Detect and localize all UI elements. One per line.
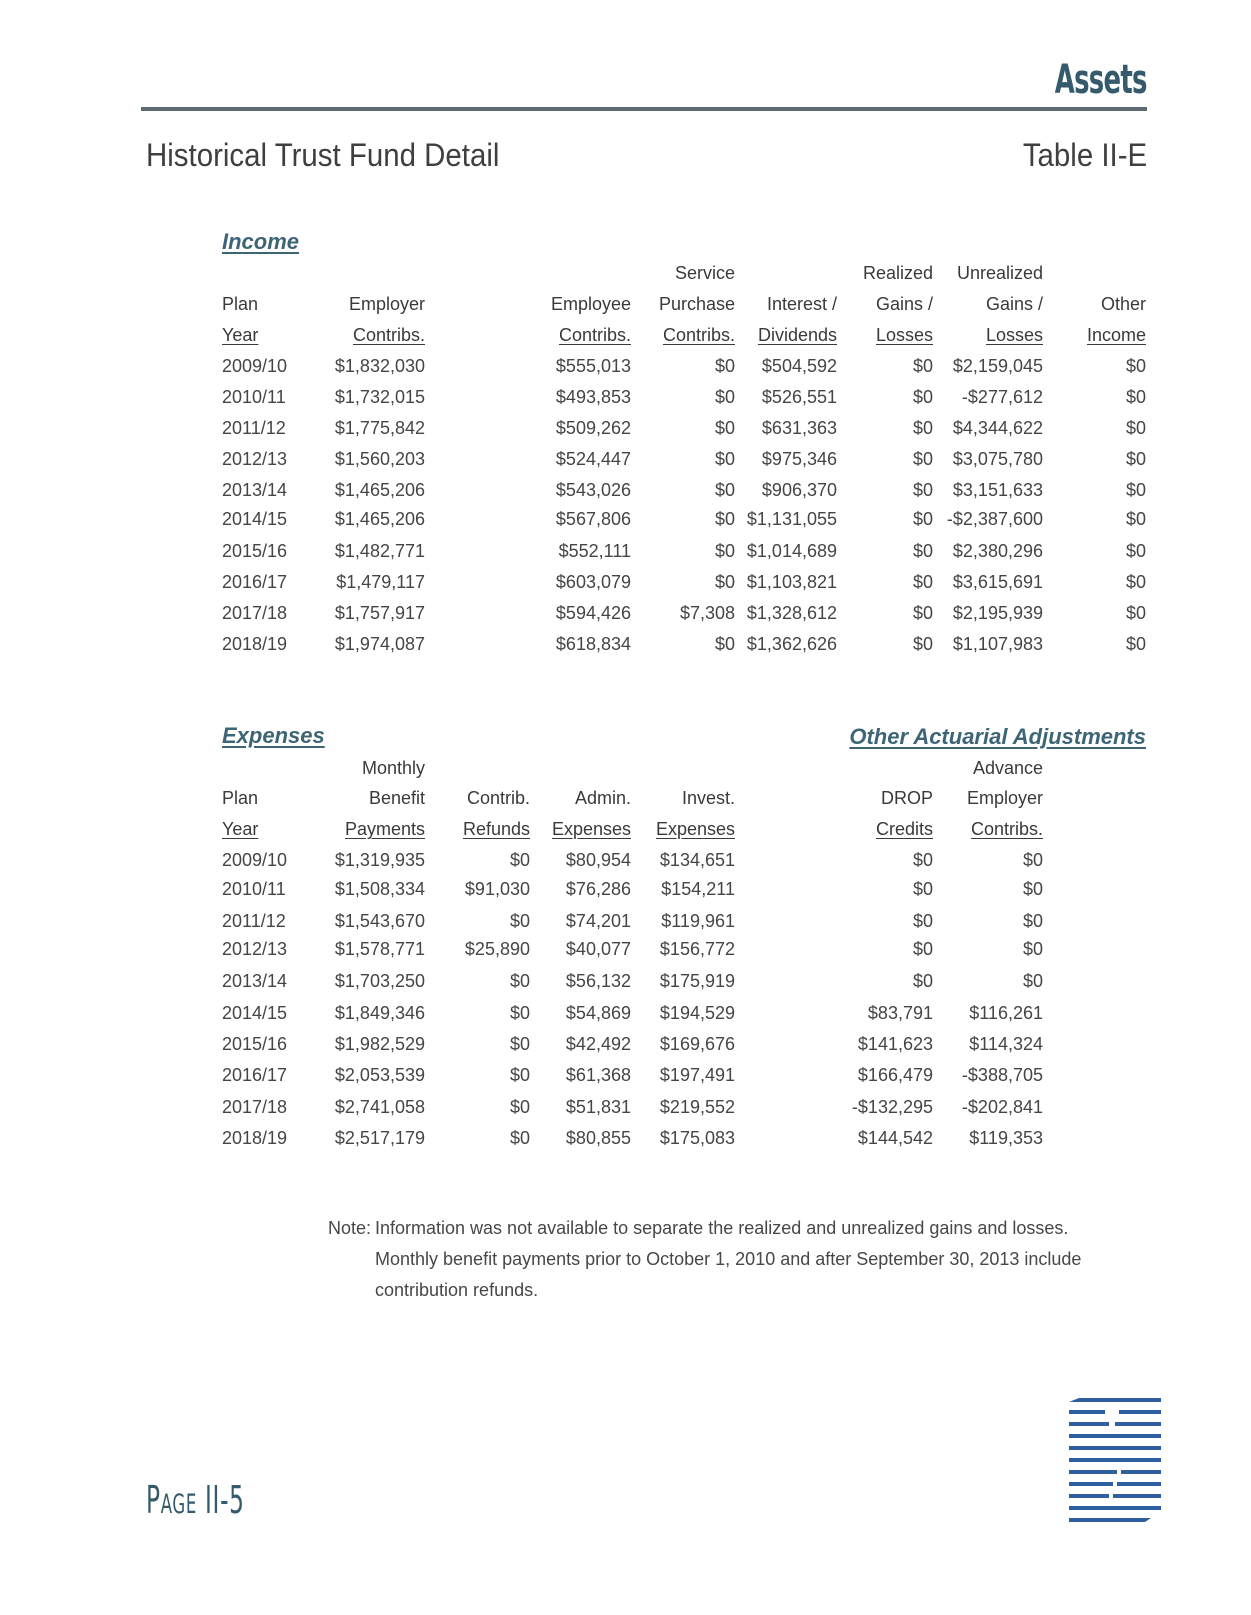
expenses-table-cell: $144,542 — [857, 1128, 933, 1148]
income-header-cell: Losses — [875, 325, 933, 345]
adjustments-label: Other Actuarial Adjustments — [849, 724, 1146, 749]
income-table-cell: $555,013 — [555, 356, 631, 376]
income-table-cell: $1,757,917 — [334, 603, 425, 623]
income-table-cell: $0 — [912, 480, 933, 500]
expenses-table-cell: $0 — [509, 971, 530, 991]
expenses-header-cell: Expenses — [551, 819, 631, 839]
expenses-header-cell: DROP — [880, 788, 933, 808]
expenses-table-cell: $114,324 — [969, 1034, 1043, 1054]
expenses-header-cell: Year — [222, 819, 259, 839]
expenses-table-cell: $2,741,058 — [334, 1097, 425, 1117]
income-table-cell: $504,592 — [761, 356, 837, 376]
expenses-table-cell: $0 — [509, 1065, 530, 1085]
income-table-cell: $3,075,780 — [952, 449, 1043, 469]
income-table-cell: $0 — [912, 541, 933, 561]
income-table-cell: $493,853 — [555, 387, 631, 407]
income-table-cell: $0 — [912, 356, 933, 376]
expenses-header-cell: Advance — [972, 758, 1043, 778]
income-header-cell: Unrealized — [956, 263, 1043, 283]
expenses-table-cell: $119,353 — [969, 1128, 1043, 1148]
page-number: Page II-5 — [146, 1478, 245, 1522]
income-table-cell: $0 — [912, 603, 933, 623]
expenses-header-cell: Contribs. — [970, 819, 1043, 839]
expenses-table-cell: $0 — [1022, 879, 1043, 899]
expenses-table-cell: $154,211 — [661, 879, 735, 899]
income-table-cell: $1,732,015 — [334, 387, 425, 407]
income-header-cell: Income — [1086, 325, 1146, 345]
income-table-cell: $0 — [912, 509, 933, 529]
note-line: contribution refunds. — [375, 1280, 539, 1300]
expenses-table-cell: $54,869 — [565, 1003, 631, 1023]
income-table-cell: $0 — [912, 387, 933, 407]
income-table-cell: $0 — [714, 509, 735, 529]
income-table-cell: $0 — [714, 356, 735, 376]
expenses-table-cell: $0 — [509, 850, 530, 870]
expenses-table-cell: $0 — [912, 850, 933, 870]
expenses-table-cell: -$388,705 — [961, 1065, 1043, 1085]
income-table-cell: $0 — [1125, 572, 1146, 592]
income-table-cell: $1,465,206 — [334, 480, 425, 500]
income-header-cell: Contribs. — [558, 325, 631, 345]
expenses-table-cell: $61,368 — [565, 1065, 631, 1085]
income-table-cell: $526,551 — [761, 387, 837, 407]
income-header-cell: Contribs. — [662, 325, 735, 345]
expenses-table-cell: $0 — [509, 1097, 530, 1117]
income-table-cell: $1,832,030 — [334, 356, 425, 376]
income-table-cell: $0 — [714, 480, 735, 500]
expenses-table-cell: $0 — [509, 1003, 530, 1023]
expenses-table-cell: $116,261 — [969, 1003, 1043, 1023]
income-header-cell: Employer — [348, 294, 425, 314]
income-table-cell: 2010/11 — [222, 387, 286, 407]
expenses-table-cell: $0 — [912, 939, 933, 959]
expenses-table-cell: $169,676 — [659, 1034, 735, 1054]
income-header-cell: Realized — [862, 263, 933, 283]
income-header-cell: Other — [1100, 294, 1146, 314]
expenses-table-cell: $80,954 — [565, 850, 631, 870]
expenses-header-cell: Plan — [222, 788, 259, 808]
income-table-cell: $975,346 — [761, 449, 837, 469]
income-table-cell: 2015/16 — [222, 541, 288, 561]
expenses-header-cell: Credits — [875, 819, 933, 839]
income-table-cell: $0 — [1125, 449, 1146, 469]
income-table-cell: 2016/17 — [222, 572, 288, 592]
income-header-cell: Year — [222, 325, 259, 345]
income-header-cell: Interest / — [766, 294, 837, 314]
income-table-cell: $1,482,771 — [334, 541, 425, 561]
expenses-table-cell: $1,508,334 — [334, 879, 425, 899]
expenses-table-cell: $74,201 — [565, 911, 631, 931]
income-table-cell: $1,328,612 — [746, 603, 837, 623]
income-label: Income — [222, 229, 300, 254]
expenses-header-cell: Refunds — [462, 819, 530, 839]
expenses-table-cell: $0 — [1022, 939, 1043, 959]
expenses-table-cell: $134,651 — [659, 850, 735, 870]
income-table-cell: $509,262 — [555, 418, 631, 438]
company-logo — [1069, 1398, 1161, 1523]
expenses-table-cell: $1,578,771 — [334, 939, 425, 959]
header-rule — [141, 107, 1147, 111]
expenses-table-cell: 2017/18 — [222, 1097, 288, 1117]
income-table-cell: $0 — [714, 418, 735, 438]
income-table-cell: $0 — [1125, 541, 1146, 561]
income-table-cell: $1,131,055 — [746, 509, 837, 529]
expenses-header-cell: Payments — [344, 819, 425, 839]
income-table-cell: $0 — [912, 418, 933, 438]
income-table-cell: $1,465,206 — [334, 509, 425, 529]
expenses-table-cell: $119,961 — [661, 911, 735, 931]
income-table-cell: $0 — [714, 634, 735, 654]
expenses-table-cell: $2,517,179 — [334, 1128, 425, 1148]
income-table-cell: -$277,612 — [961, 387, 1043, 407]
income-table-cell: $906,370 — [761, 480, 837, 500]
expenses-table-cell: $1,982,529 — [334, 1034, 425, 1054]
income-table-cell: $0 — [1125, 356, 1146, 376]
expenses-table-cell: $0 — [912, 911, 933, 931]
page-title: Historical Trust Fund Detail — [146, 137, 500, 173]
income-table-cell: 2017/18 — [222, 603, 288, 623]
expenses-table-cell: $1,703,250 — [334, 971, 425, 991]
expenses-table-cell: 2010/11 — [222, 879, 286, 899]
expenses-table-cell: $141,623 — [857, 1034, 933, 1054]
income-table-cell: $603,079 — [555, 572, 631, 592]
income-table-cell: -$2,387,600 — [946, 509, 1043, 529]
income-table-cell: $2,159,045 — [952, 356, 1043, 376]
expenses-table-cell: 2013/14 — [222, 971, 288, 991]
expenses-table-cell: $1,543,670 — [334, 911, 425, 931]
expenses-table-cell: $1,319,935 — [334, 850, 425, 870]
income-table-cell: $0 — [1125, 509, 1146, 529]
expenses-table-cell: 2014/15 — [222, 1003, 288, 1023]
expenses-table-cell: $91,030 — [464, 879, 530, 899]
income-table-cell: $0 — [1125, 603, 1146, 623]
income-table-cell: 2013/14 — [222, 480, 288, 500]
expenses-table-cell: -$132,295 — [851, 1097, 933, 1117]
expenses-table-cell: 2009/10 — [222, 850, 288, 870]
income-table-cell: $0 — [714, 449, 735, 469]
expenses-table-cell: 2018/19 — [222, 1128, 288, 1148]
expenses-table-cell: $83,791 — [867, 1003, 933, 1023]
income-table-cell: 2011/12 — [222, 418, 286, 438]
income-table-cell: $3,151,633 — [952, 480, 1043, 500]
income-header-cell: Gains / — [985, 294, 1043, 314]
income-table-cell: 2014/15 — [222, 509, 288, 529]
income-table-cell: $0 — [714, 541, 735, 561]
expenses-table-cell: $175,919 — [659, 971, 735, 991]
income-table-cell: $1,560,203 — [334, 449, 425, 469]
expenses-header-cell: Admin. — [574, 788, 631, 808]
expenses-table-cell: $166,479 — [857, 1065, 933, 1085]
income-table-cell: $594,426 — [555, 603, 631, 623]
income-table-cell: $1,014,689 — [746, 541, 837, 561]
expenses-table-cell: $42,492 — [565, 1034, 631, 1054]
expenses-header-cell: Expenses — [655, 819, 735, 839]
expenses-table-cell: 2015/16 — [222, 1034, 288, 1054]
expenses-table-cell: $0 — [912, 879, 933, 899]
expenses-table-cell: $2,053,539 — [334, 1065, 425, 1085]
expenses-table-cell: $156,772 — [659, 939, 735, 959]
expenses-table-cell: $0 — [509, 1034, 530, 1054]
table-id: Table II-E — [1022, 137, 1147, 173]
income-header-cell: Employee — [550, 294, 631, 314]
section-name: Assets — [1055, 57, 1147, 103]
income-table-cell: $0 — [912, 572, 933, 592]
income-table-cell: 2018/19 — [222, 634, 288, 654]
expenses-header-cell: Monthly — [361, 758, 425, 778]
expenses-table-cell: $0 — [509, 1128, 530, 1148]
expenses-label: Expenses — [222, 723, 325, 748]
income-table-cell: $0 — [1125, 480, 1146, 500]
income-header-cell: Dividends — [757, 325, 837, 345]
income-table-cell: $2,195,939 — [952, 603, 1043, 623]
income-table-cell: 2012/13 — [222, 449, 288, 469]
expenses-header-cell: Benefit — [368, 788, 425, 808]
income-header-cell: Losses — [985, 325, 1043, 345]
income-table-cell: $4,344,622 — [952, 418, 1043, 438]
income-table-cell: $7,308 — [679, 603, 735, 623]
income-table-cell: $0 — [714, 387, 735, 407]
expenses-table-cell: 2012/13 — [222, 939, 288, 959]
income-table-cell: $1,974,087 — [334, 634, 425, 654]
income-table-cell: $1,479,117 — [336, 572, 425, 592]
expenses-header-cell: Invest. — [681, 788, 735, 808]
expenses-table-cell: $80,855 — [565, 1128, 631, 1148]
expenses-table-cell: $0 — [509, 911, 530, 931]
expenses-table-cell: $0 — [1022, 850, 1043, 870]
expenses-table-cell: $76,286 — [565, 879, 631, 899]
expenses-table-cell: $25,890 — [464, 939, 530, 959]
income-table-cell: $524,447 — [555, 449, 631, 469]
expenses-table-cell: $175,083 — [659, 1128, 735, 1148]
expenses-table-cell: $197,491 — [659, 1065, 735, 1085]
income-table-cell: $1,775,842 — [334, 418, 425, 438]
expenses-table-cell: $0 — [912, 971, 933, 991]
note-lead: Note: — [328, 1218, 372, 1238]
expenses-table-cell: $219,552 — [659, 1097, 735, 1117]
note-line: Information was not available to separate the realized and unrealized gains and losses. — [375, 1218, 1069, 1238]
expenses-table-cell: $194,529 — [659, 1003, 735, 1023]
income-table-cell: $552,111 — [558, 541, 631, 561]
expenses-header-cell: Contrib. — [466, 788, 530, 808]
income-table-cell: $0 — [912, 449, 933, 469]
expenses-table-cell: $0 — [1022, 911, 1043, 931]
income-table-cell: $3,615,691 — [952, 572, 1043, 592]
income-table-cell: $618,834 — [555, 634, 631, 654]
income-header-cell: Purchase — [658, 294, 735, 314]
expenses-header-cell: Employer — [966, 788, 1043, 808]
income-header-cell: Contribs. — [352, 325, 425, 345]
income-table-cell: $0 — [912, 634, 933, 654]
expenses-table-cell: $40,077 — [565, 939, 631, 959]
income-table-cell: $1,107,983 — [952, 634, 1043, 654]
income-table-cell: $0 — [1125, 418, 1146, 438]
income-header-cell: Gains / — [875, 294, 933, 314]
income-table-cell: $2,380,296 — [952, 541, 1043, 561]
income-table-cell: $0 — [714, 572, 735, 592]
income-table-cell: $1,362,626 — [746, 634, 837, 654]
income-header-cell: Service — [674, 263, 735, 283]
expenses-table-cell: 2016/17 — [222, 1065, 288, 1085]
note-line: Monthly benefit payments prior to October 1, 2010 and after September 30, 2013 include — [375, 1249, 1082, 1269]
expenses-table-cell: $0 — [1022, 971, 1043, 991]
income-table-cell: $567,806 — [555, 509, 631, 529]
expenses-table-cell: $51,831 — [565, 1097, 631, 1117]
income-header-cell: Plan — [222, 294, 259, 314]
income-table-cell: $1,103,821 — [746, 572, 837, 592]
income-table-cell: $543,026 — [555, 480, 631, 500]
income-table-cell: $0 — [1125, 634, 1146, 654]
income-table-cell: 2009/10 — [222, 356, 288, 376]
expenses-table-cell: $56,132 — [565, 971, 631, 991]
expenses-table-cell: -$202,841 — [961, 1097, 1043, 1117]
expenses-table-cell: 2011/12 — [222, 911, 286, 931]
income-table-cell: $0 — [1125, 387, 1146, 407]
income-table-cell: $631,363 — [761, 418, 837, 438]
expenses-table-cell: $1,849,346 — [334, 1003, 425, 1023]
